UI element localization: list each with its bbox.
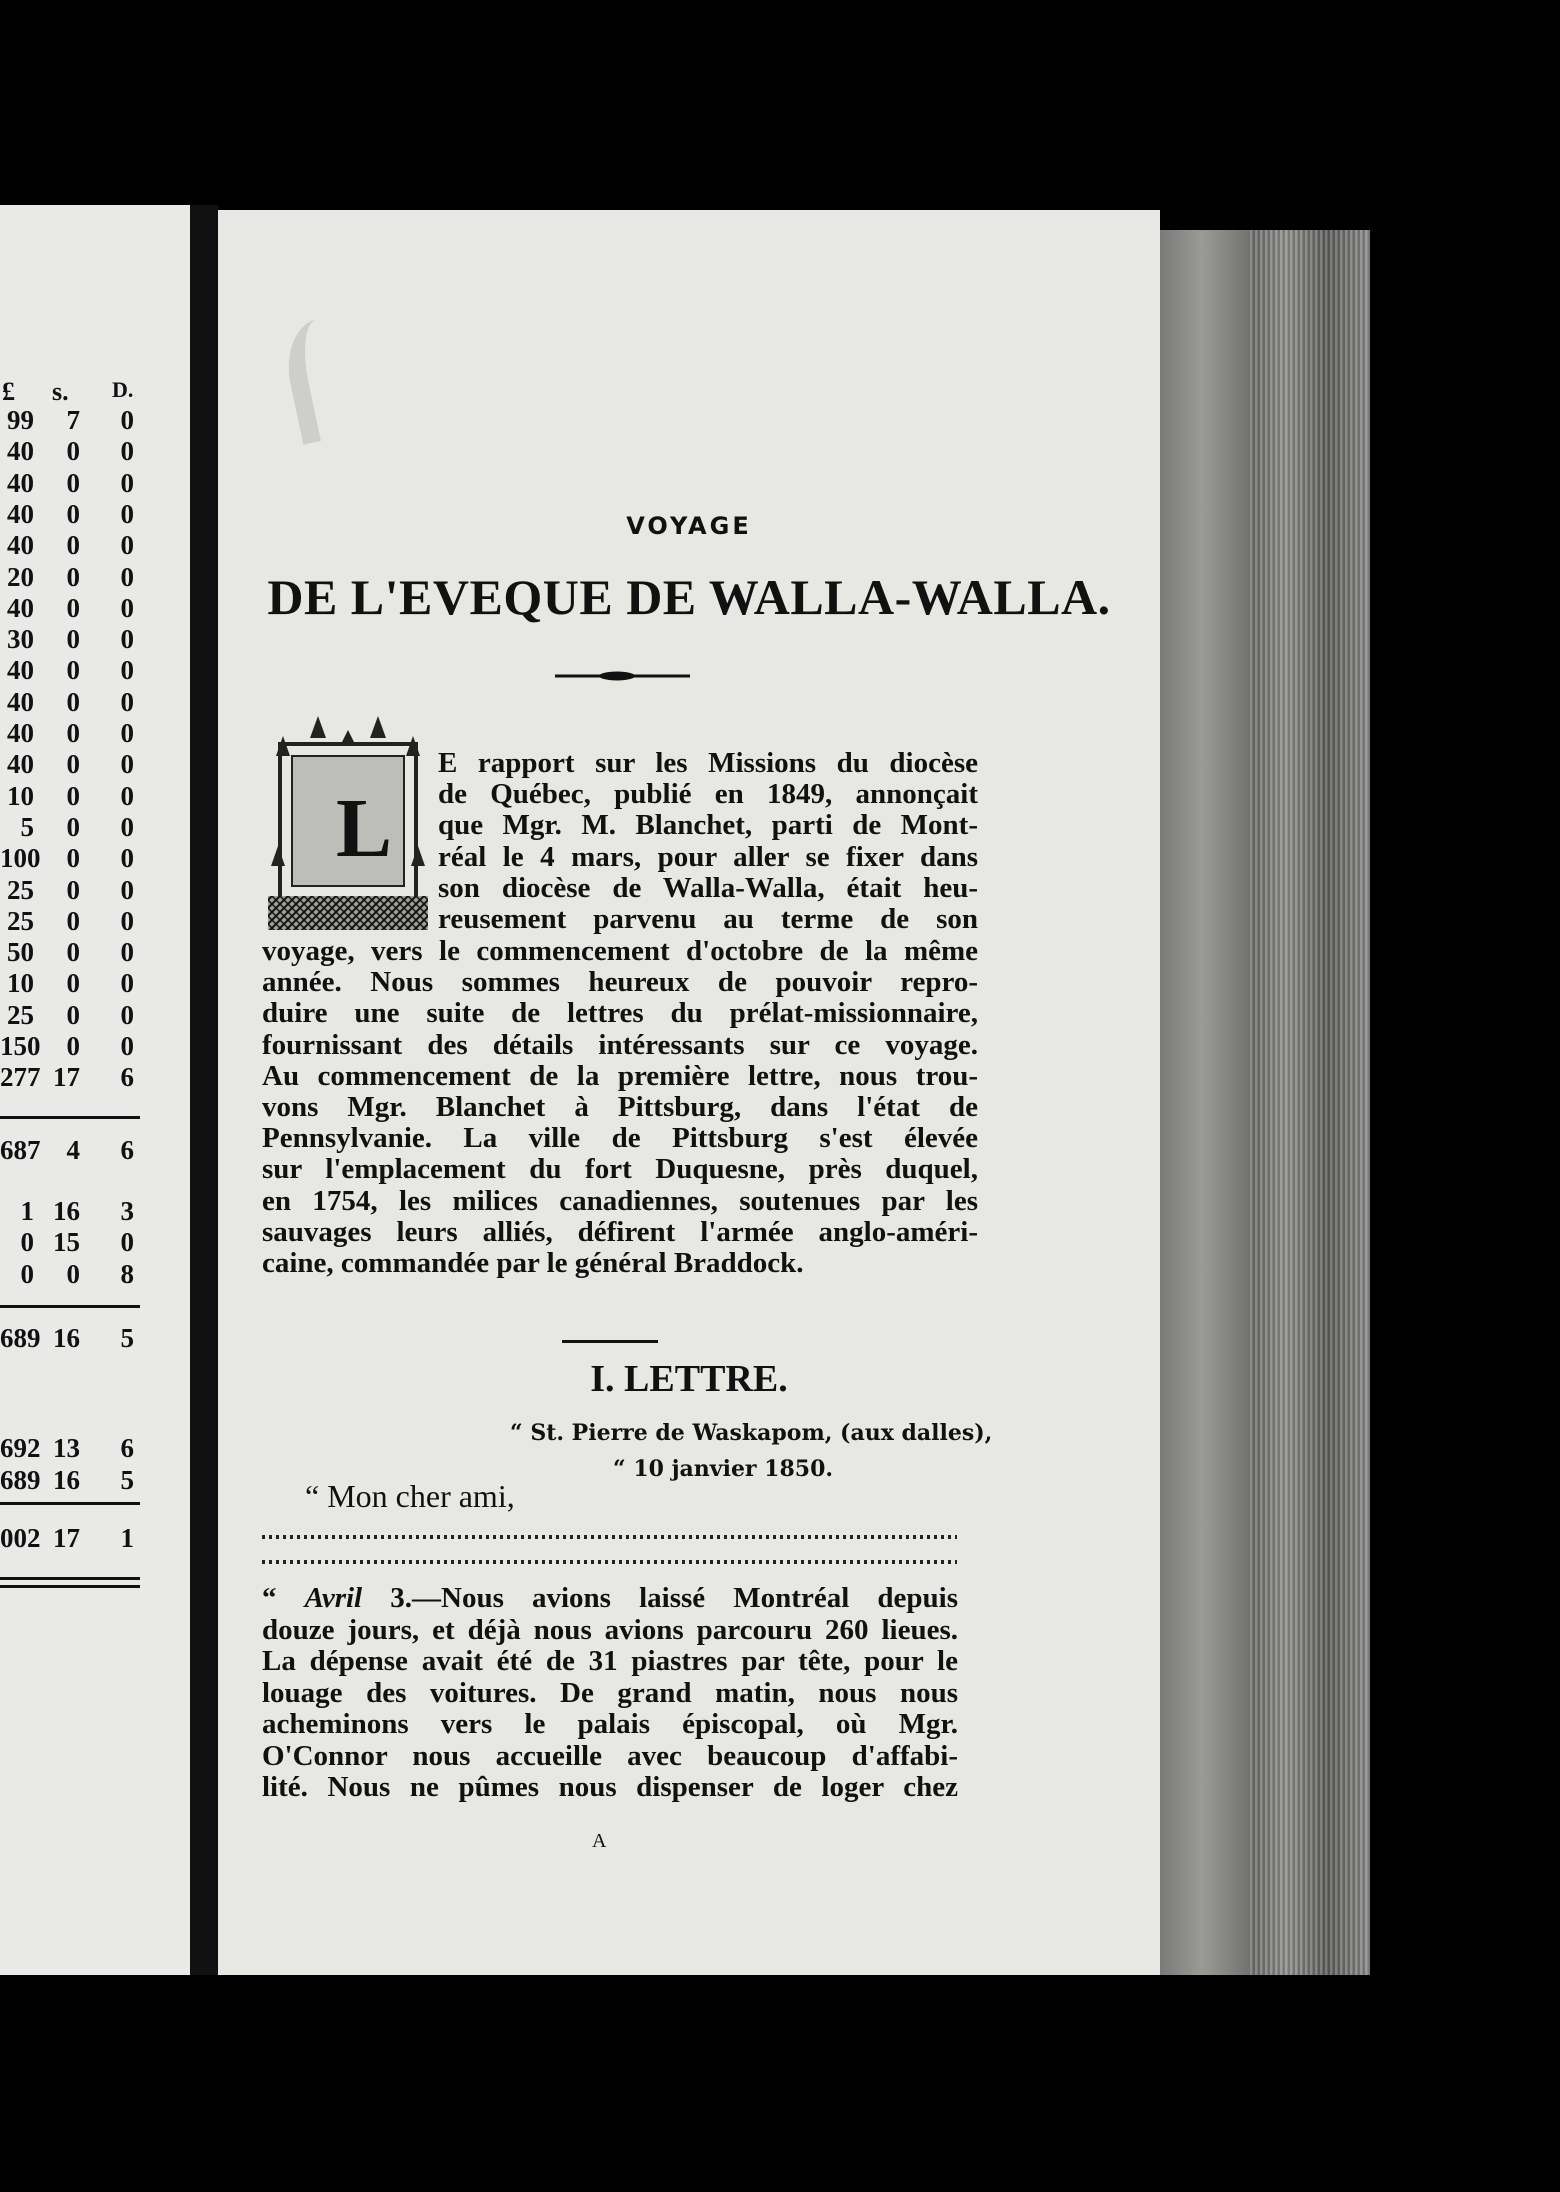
text-line: reusement parvenu au terme de son <box>438 903 978 936</box>
shillings-cell: 0 <box>66 874 80 905</box>
pounds-cell: 5 <box>20 811 34 842</box>
pence-cell: 0 <box>120 1031 134 1061</box>
text-line: acheminons vers le palais épiscopal, où Mgr. <box>262 1708 958 1740</box>
pence-cell: 0 <box>120 874 134 905</box>
ledger-row <box>0 499 190 530</box>
text-line: O'Connor nous accueille avec beaucoup d'affabi- <box>262 1739 958 1772</box>
ledger-row <box>0 1000 190 1031</box>
ledger-row <box>0 781 190 812</box>
pounds-cell: 50 <box>7 937 34 968</box>
ledger-double-rule <box>0 1577 140 1580</box>
pounds-cell: 40 <box>7 718 34 748</box>
page-title: DE L'EVEQUE DE WALLA-WALLA. <box>267 569 1111 625</box>
pounds-cell: 689 <box>0 1323 41 1353</box>
ledger-row <box>0 405 190 436</box>
shillings-cell: 0 <box>66 811 80 842</box>
pounds-cell: 689 <box>0 1465 41 1495</box>
ledger-rule <box>0 1502 140 1505</box>
salutation: “ Mon cher ami, <box>305 1478 515 1514</box>
shillings-cell: 15 <box>53 1227 80 1258</box>
pounds-header: £ <box>2 377 15 406</box>
paragraph-intro <box>262 936 978 1279</box>
text-line: que Mgr. M. Blanchet, parti de Mont- <box>438 809 978 842</box>
pounds-cell: 40 <box>7 749 34 780</box>
pence-cell: 0 <box>120 592 134 623</box>
shillings-cell: 0 <box>66 937 80 968</box>
ledger-row <box>0 875 190 906</box>
text-line: E rapport sur les Missions du diocèse <box>438 747 978 779</box>
ledger-subtotal-row <box>0 1135 190 1166</box>
shillings-cell: 7 <box>66 405 80 435</box>
pence-cell: 0 <box>120 999 134 1030</box>
pence-cell: 6 <box>120 1062 134 1093</box>
shillings-cell: 0 <box>66 467 80 498</box>
signature-mark: A <box>592 1830 607 1852</box>
ledger-row <box>0 624 190 655</box>
paragraph-intro-inset <box>438 748 978 935</box>
ledger-row <box>0 530 190 561</box>
ledger-row <box>0 687 190 718</box>
shillings-cell: 0 <box>66 718 80 748</box>
pence-cell: 0 <box>120 405 134 435</box>
shillings-cell: 0 <box>66 968 80 999</box>
pence-cell: 5 <box>120 1465 134 1495</box>
text-line: voyage, vers le commencement d'octobre de la même <box>262 935 978 967</box>
text-line: sur l'emplacement du fort Duquesne, près duquel, <box>262 1153 978 1186</box>
kicker-title: VOYAGE <box>626 512 752 540</box>
ledger-row <box>0 468 190 499</box>
shillings-cell: 0 <box>66 655 80 686</box>
text-line: en 1754, les milices canadiennes, soutenues par les <box>262 1184 978 1217</box>
ledger-row <box>0 937 190 968</box>
shillings-cell: 0 <box>66 780 80 811</box>
pounds-cell: 687 <box>0 1135 41 1165</box>
text-line: vons Mgr. Blanchet à Pittsburg, dans l'état de <box>262 1091 978 1124</box>
ledger-rule <box>0 1305 140 1308</box>
text-line: duire une suite de lettres du prélat-missionnaire, <box>262 997 978 1030</box>
pence-cell: 1 <box>120 1523 134 1553</box>
shillings-cell: 16 <box>53 1323 80 1353</box>
shillings-cell: 0 <box>66 592 80 623</box>
shillings-cell: 0 <box>66 905 80 936</box>
text-line: sauvages leurs alliés, défirent l'armée anglo-améri- <box>262 1215 978 1248</box>
pounds-cell: 40 <box>7 498 34 529</box>
pounds-cell: 99 <box>7 405 34 435</box>
pounds-cell: 20 <box>7 561 34 592</box>
pence-cell: 6 <box>120 1135 134 1165</box>
ledger-rule <box>88 1116 140 1119</box>
ledger-row <box>0 1433 190 1464</box>
shillings-cell: 13 <box>53 1433 80 1463</box>
pounds-cell: 25 <box>7 999 34 1030</box>
ledger-row <box>0 593 190 624</box>
pence-cell: 0 <box>120 561 134 592</box>
ornamental-initial-l-icon <box>268 716 428 930</box>
shillings-cell: 0 <box>66 624 80 655</box>
pence-cell: 0 <box>120 530 134 561</box>
pence-cell: 0 <box>120 905 134 936</box>
text-line: caine, commandée par le général Braddock. <box>262 1247 804 1280</box>
text-line: année. Nous sommes heureux de pouvoir repro- <box>262 966 978 999</box>
text-line: douze jours, et déjà nous avions parcouru 260 lieues. <box>262 1613 958 1646</box>
pence-cell: 0 <box>120 811 134 842</box>
ledger-row <box>0 562 190 593</box>
left-page-ledger <box>0 205 190 1975</box>
shillings-cell: 0 <box>66 686 80 717</box>
ledger-total-row <box>0 1323 190 1354</box>
shillings-cell: 16 <box>53 1465 80 1495</box>
pence-cell: 0 <box>120 718 134 748</box>
ledger-row <box>0 968 190 999</box>
shillings-cell: 0 <box>66 1258 80 1289</box>
pence-cell: 5 <box>120 1323 134 1353</box>
section-title: I. LETTRE. <box>590 1358 788 1400</box>
pence-cell: 8 <box>120 1258 134 1289</box>
dotted-rule <box>262 1535 957 1539</box>
ledger-row <box>0 1259 190 1290</box>
pounds-cell: 150 <box>0 1031 41 1061</box>
pounds-cell: 10 <box>7 968 34 999</box>
shillings-cell: 0 <box>66 498 80 529</box>
pence-cell: 0 <box>120 937 134 968</box>
shillings-cell: 17 <box>53 1523 80 1553</box>
pence-cell: 6 <box>120 1433 134 1463</box>
shillings-cell: 16 <box>53 1196 80 1226</box>
svg-text:L: L <box>336 782 393 875</box>
pence-cell: 0 <box>120 843 134 874</box>
text-line: son diocèse de Walla-Walla, était heu- <box>438 871 978 904</box>
pence-cell: 0 <box>120 1227 134 1258</box>
pounds-cell: 692 <box>0 1433 41 1463</box>
pounds-cell: 0 <box>20 1227 34 1258</box>
ledger-header <box>0 377 190 407</box>
shillings-cell: 0 <box>66 436 80 467</box>
page-edge-lines <box>1250 230 1370 1975</box>
text-line: de Québec, publié en 1849, annonçait <box>438 778 978 811</box>
ledger-row <box>0 1465 190 1496</box>
text-fragment: 3.—Nous avions laissé Montréal depuis <box>362 1582 958 1614</box>
ledger-row <box>0 1031 190 1062</box>
shillings-cell: 0 <box>66 749 80 780</box>
pence-cell: 0 <box>120 968 134 999</box>
pounds-cell: 100 <box>0 843 41 874</box>
pence-cell: 0 <box>120 624 134 655</box>
pounds-cell: 10 <box>7 780 34 811</box>
pence-cell: 0 <box>120 780 134 811</box>
shillings-cell: 0 <box>66 843 80 874</box>
pence-cell: 0 <box>120 655 134 686</box>
pence-cell: 3 <box>120 1196 134 1226</box>
ledger-grand-total-row <box>0 1523 190 1554</box>
dateline-date: “ 10 janvier 1850. <box>613 1456 834 1482</box>
shillings-header: s. <box>52 377 69 406</box>
ledger-row <box>0 843 190 874</box>
text-line: La dépense avait été de 31 piastres par tête, pour le <box>262 1645 958 1677</box>
pounds-cell: 40 <box>7 655 34 686</box>
shillings-cell: 0 <box>66 530 80 561</box>
shillings-cell: 17 <box>53 1062 80 1093</box>
text-line: Pennsylvanie. La ville de Pittsburg s'est élevée <box>262 1122 978 1155</box>
pence-header: D. <box>112 377 134 402</box>
ledger-row <box>0 749 190 780</box>
text-line: fournissant des détails intéressants sur ce voyage. <box>262 1028 978 1061</box>
pence-cell: 0 <box>120 467 134 498</box>
pounds-cell: 25 <box>7 905 34 936</box>
pence-cell: 0 <box>120 436 134 467</box>
ledger-row <box>0 436 190 467</box>
pence-cell: 0 <box>120 686 134 717</box>
pounds-cell: 40 <box>7 686 34 717</box>
dotted-rule <box>262 1560 957 1564</box>
shillings-cell: 0 <box>66 999 80 1030</box>
date-word: Avril <box>304 1582 363 1614</box>
shillings-cell: 4 <box>66 1135 80 1165</box>
pounds-cell: 25 <box>7 874 34 905</box>
ledger-row <box>0 812 190 843</box>
text-line: Au commencement de la première lettre, nous trou- <box>262 1059 978 1092</box>
text-line: réal le 4 mars, pour aller se fixer dans <box>438 840 978 873</box>
ledger-row <box>0 718 190 749</box>
pounds-cell: 002 <box>0 1523 41 1553</box>
pounds-cell: 30 <box>7 624 34 655</box>
paragraph-letter <box>262 1583 958 1804</box>
shillings-cell: 0 <box>66 561 80 592</box>
pounds-cell: 40 <box>7 530 34 561</box>
dateline-place: “ St. Pierre de Waskapom, (aux dalles), <box>510 1420 993 1446</box>
text-line <box>262 1583 958 1615</box>
section-divider <box>562 1340 658 1343</box>
pounds-cell: 40 <box>7 436 34 467</box>
ledger-row <box>0 906 190 937</box>
pounds-cell: 1 <box>20 1196 34 1226</box>
ornament-rule-icon <box>555 670 690 682</box>
ledger-row <box>0 655 190 686</box>
shillings-cell: 0 <box>66 1031 80 1061</box>
text-line: lité. Nous ne pûmes nous dispenser de loger chez <box>262 1771 958 1803</box>
ledger-double-rule <box>0 1585 140 1588</box>
ledger-row <box>0 1196 190 1227</box>
quote-mark: “ <box>262 1582 305 1614</box>
book-gutter <box>190 205 218 1975</box>
text-line: louage des voitures. De grand matin, nous nous <box>262 1676 958 1709</box>
pounds-cell: 0 <box>20 1258 34 1289</box>
pounds-cell: 277 <box>0 1062 41 1093</box>
ledger-row <box>0 1062 190 1093</box>
ledger-row <box>0 1227 190 1258</box>
pence-cell: 0 <box>120 749 134 780</box>
pounds-cell: 40 <box>7 467 34 498</box>
pounds-cell: 40 <box>7 592 34 623</box>
pence-cell: 0 <box>120 498 134 529</box>
